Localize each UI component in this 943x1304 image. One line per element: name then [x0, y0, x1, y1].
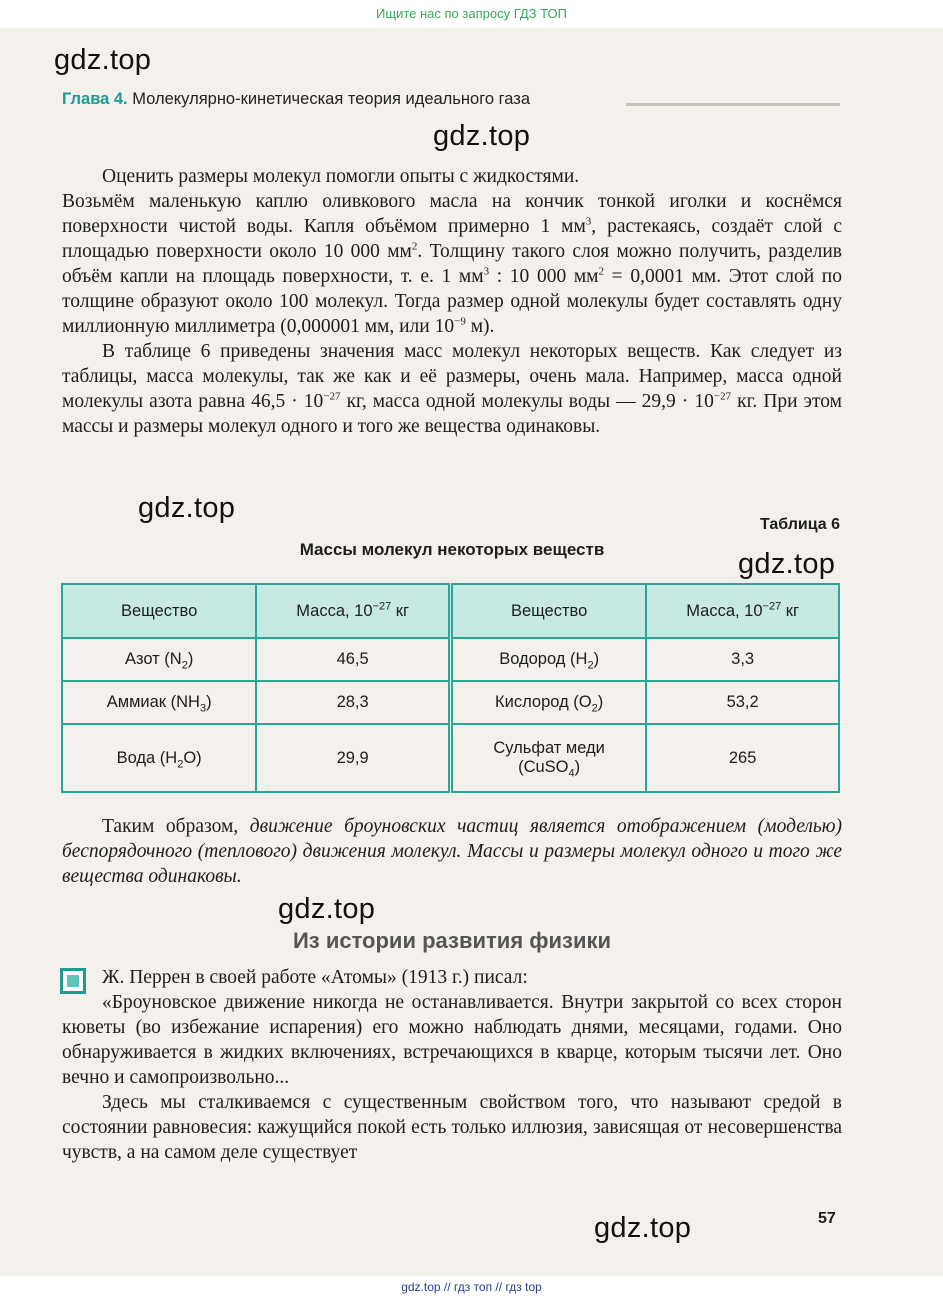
cell-substance: Вода $(H_2O)$	[62, 724, 256, 792]
paragraph: Ж. Перрен в своей работе «Атомы» (1913 г.) писал:	[102, 967, 528, 988]
header-cell: Вещество	[450, 584, 646, 638]
chapter-number: Глава 4.	[62, 90, 128, 108]
cell-mass: 3,3	[646, 638, 839, 681]
cell-mass: 28,3	[256, 681, 450, 724]
watermark: gdz.top	[738, 548, 836, 580]
cell-substance: Азот $(N_2)$	[62, 638, 256, 681]
chapter-title: Молекулярно-кинетическая теория идеального газа	[132, 90, 530, 108]
cell-substance: Кислород $(O_2)$	[450, 681, 646, 724]
table-label: Таблица 6	[759, 516, 840, 533]
watermark: gdz.top	[138, 492, 236, 524]
page-number: 57	[818, 1210, 836, 1227]
table-row	[62, 638, 839, 681]
paragraph: В таблице 6 приведены значения масс молекул некоторых веществ. Как следует из таблицы, масса молекулы, так же как и её размеры, очень мала. Например, масса одной молекулы азота равна $46,5 \cdot 10^{-27}$ кг, масса одной молекулы воды — $29,9 \cdot 10^{-27}$ кг. При этом массы и размеры молекул одного и того же вещества одинаковы.	[62, 341, 842, 437]
history-section-title: Из истории развития физики	[292, 928, 612, 953]
cell-substance: Водород $(H_2)$	[450, 638, 646, 681]
cell-mass: 29,9	[256, 724, 450, 792]
paragraph: Возьмём маленькую каплю оливкового масла на кончик тонкой иголки и коснёмся поверхности чистой воды. Капля объёмом примерно 1 $мм^3$, растекаясь, создаёт слой с площадью поверхности около 10 000 $мм^2$. Толщину такого слоя можно получить, разделив объём капли на площадь поверхности, т. е. 1 $мм^3$ : 10 000 $мм^2 = 0,0001$ мм. Этот слой по толщине образуют около 100 молекул. Тогда размер одной молекулы будет составлять одну миллионную миллиметра (0,000001 мм, или $10^{-9}$ м).	[62, 191, 842, 337]
table-header-row	[62, 584, 839, 638]
cell-substance: Аммиак $(NH_3)$	[62, 681, 256, 724]
paragraph: «Броуновское движение никогда не останавливается. Внутри закрытой со всех сторон кюветы (во избежание испарения) его можно наблюдать днями, месяцами, годами. Оно обнаруживается в жидких включениях, встречающихся в кварце, которым тысячи лет. Оно вечно и самопроизвольно...	[62, 992, 842, 1088]
chapter-header	[62, 90, 530, 109]
table-row	[62, 724, 839, 792]
header-cell: Масса, $10^{-27}$ кг	[646, 584, 839, 638]
conclusion-text	[62, 814, 842, 889]
bottom-banner[interactable]: gdz.top // гдз топ // гдз top	[401, 1280, 542, 1294]
cell-mass: 46,5	[256, 638, 450, 681]
watermark: gdz.top	[594, 1212, 692, 1244]
header-cell: Масса, $10^{-27}$ кг	[256, 584, 450, 638]
molecule-mass-table	[61, 583, 840, 793]
table-title: Массы молекул некоторых веществ	[299, 540, 605, 559]
watermark: gdz.top	[54, 44, 152, 76]
watermark: gdz.top	[433, 120, 531, 152]
watermark: gdz.top	[278, 893, 376, 925]
cell-mass: 53,2	[646, 681, 839, 724]
body-text-top	[62, 164, 842, 439]
cell-mass: 265	[646, 724, 839, 792]
cell-substance: Сульфат меди (CuSO$_4$)	[450, 724, 646, 792]
header-rule	[626, 103, 840, 106]
table-row	[62, 681, 839, 724]
paragraph: Здесь мы сталкиваемся с существенным свойством того, что называют средой в состоянии равновесия: кажущийся покой есть только иллюзия, зависящая от несовершенства чувств, а на самом деле существует	[62, 1092, 842, 1163]
history-text	[62, 965, 842, 1165]
paragraph: Оценить размеры молекул помогли опыты с жидкостями.	[102, 166, 580, 187]
header-cell: Вещество	[62, 584, 256, 638]
top-banner[interactable]: Ищите нас по запросу ГДЗ ТОП	[376, 6, 567, 21]
paragraph: Таким образом, движение броуновских частиц является отображением (моделью) беспорядочного (теплового) движения молекул. Массы и размеры молекул одного и того же вещества одинаковы.	[62, 816, 842, 887]
